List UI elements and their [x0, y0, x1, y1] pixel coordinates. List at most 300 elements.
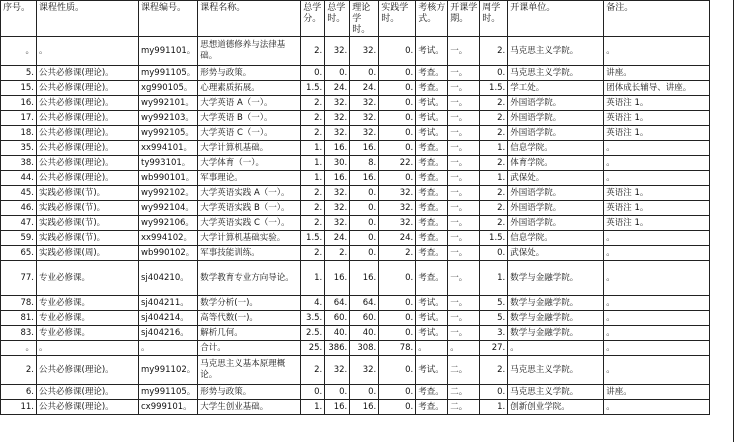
- cell-theory-hours: 32.: [350, 111, 379, 126]
- cell-practice-hours: 0.: [379, 141, 416, 156]
- cell-assessment: 考查。: [416, 171, 448, 186]
- cell-assessment: 考试。: [416, 111, 448, 126]
- header-total-credits: 总学分。: [301, 1, 325, 37]
- cell-remarks: 。: [604, 156, 710, 171]
- table-row: [1, 216, 710, 231]
- cell-course-name: 思想道德修养与法律基础。: [198, 37, 301, 66]
- cell-course-code: wy992106。: [139, 216, 198, 231]
- header-assessment: 考核方式。: [416, 1, 448, 37]
- cell-practice-hours: 22.: [379, 156, 416, 171]
- cell-remarks: 。: [604, 326, 710, 341]
- cell-remarks: 讲座。: [604, 66, 710, 81]
- cell-assessment: 考查。: [416, 201, 448, 216]
- cell-course-code: wb990102。: [139, 246, 198, 261]
- header-course-type: 课程性质。: [37, 1, 139, 37]
- cell-total-credits: 2.: [301, 96, 325, 111]
- cell-seq: 35.: [1, 141, 37, 156]
- cell-assessment: 考试。: [416, 326, 448, 341]
- cell-remarks: 英语注 1。: [604, 201, 710, 216]
- cell-remarks: 团体成长辅导、讲座。: [604, 81, 710, 96]
- header-practice-hours: 实践学时。: [379, 1, 416, 37]
- cell-total-hours: 24.: [325, 231, 350, 246]
- cell-practice-hours: 0.: [379, 261, 416, 296]
- cell-department: 。: [508, 341, 604, 356]
- cell-total-hours: 32.: [325, 356, 350, 385]
- cell-assessment: 考查。: [416, 231, 448, 246]
- cell-course-name: 大学英语实践 C（一）。: [198, 216, 301, 231]
- cell-seq: 38.: [1, 156, 37, 171]
- cell-course-code: 。: [139, 341, 198, 356]
- cell-course-name: 数学教育专业方向导论。: [198, 261, 301, 296]
- cell-total-hours: 2.: [325, 246, 350, 261]
- cell-semester: 一。: [448, 81, 480, 96]
- cell-weekly-hours: 2.: [480, 186, 508, 201]
- cell-weekly-hours: 1.: [480, 141, 508, 156]
- cell-semester: 一。: [448, 141, 480, 156]
- cell-total-hours: 16.: [325, 400, 350, 415]
- cell-semester: 一。: [448, 111, 480, 126]
- cell-total-credits: 0.: [301, 66, 325, 81]
- cell-course-code: sj404216。: [139, 326, 198, 341]
- cell-course-type: 专业必修课。: [37, 326, 139, 341]
- cell-course-type: 公共必修课(理论)。: [37, 96, 139, 111]
- cell-total-hours: 32.: [325, 201, 350, 216]
- cell-seq: 78.: [1, 296, 37, 311]
- cell-assessment: 考试。: [416, 296, 448, 311]
- cell-practice-hours: 0.: [379, 37, 416, 66]
- cell-weekly-hours: 2.: [480, 216, 508, 231]
- header-weekly-hours: 周学时。: [480, 1, 508, 37]
- cell-theory-hours: 0.: [350, 66, 379, 81]
- cell-total-hours: 16.: [325, 141, 350, 156]
- table-row: [1, 171, 710, 186]
- cell-remarks: 。: [604, 37, 710, 66]
- cell-seq: 15.: [1, 81, 37, 96]
- cell-course-code: wy992104。: [139, 201, 198, 216]
- cell-course-name: 军事理论。: [198, 171, 301, 186]
- cell-practice-hours: 32.: [379, 186, 416, 201]
- table-row: [1, 81, 710, 96]
- cell-total-hours: 0.: [325, 66, 350, 81]
- cell-total-credits: 2.: [301, 186, 325, 201]
- cell-total-credits: 25.: [301, 341, 325, 356]
- cell-semester: 一。: [448, 296, 480, 311]
- cell-course-name: 大学英语 A（一）。: [198, 96, 301, 111]
- cell-department: 数学与金融学院。: [508, 326, 604, 341]
- cell-assessment: 考试。: [416, 356, 448, 385]
- cell-course-name: 大学生创业基础。: [198, 400, 301, 415]
- cell-weekly-hours: 3.: [480, 326, 508, 341]
- cell-total-credits: 2.: [301, 126, 325, 141]
- cell-remarks: 。: [604, 246, 710, 261]
- cell-total-hours: 32.: [325, 96, 350, 111]
- cell-theory-hours: 16.: [350, 261, 379, 296]
- header-department: 开课单位。: [508, 1, 604, 37]
- cell-course-code: sj404211。: [139, 296, 198, 311]
- cell-theory-hours: 0.: [350, 246, 379, 261]
- cell-course-name: 大学英语实践 B（一）。: [198, 201, 301, 216]
- cell-course-type: 公共必修课(理论)。: [37, 141, 139, 156]
- cell-weekly-hours: 1.: [480, 400, 508, 415]
- cell-course-code: wy992105。: [139, 126, 198, 141]
- cell-total-hours: 60.: [325, 311, 350, 326]
- cell-course-type: 实践必修课(节)。: [37, 186, 139, 201]
- cell-total-hours: 386.: [325, 341, 350, 356]
- cell-remarks: 。: [604, 261, 710, 296]
- cell-semester: 一。: [448, 231, 480, 246]
- cell-remarks: 讲座。: [604, 385, 710, 400]
- table-row: [1, 385, 710, 400]
- cell-assessment: 考查。: [416, 216, 448, 231]
- cell-remarks: 。: [604, 231, 710, 246]
- cell-total-credits: 3.5.: [301, 311, 325, 326]
- cell-seq: 17.: [1, 111, 37, 126]
- cell-weekly-hours: 2.: [480, 201, 508, 216]
- table-row: [1, 231, 710, 246]
- cell-weekly-hours: 0.: [480, 385, 508, 400]
- cell-remarks: 英语注 1。: [604, 126, 710, 141]
- cell-remarks: 。: [604, 341, 710, 356]
- cell-semester: 一。: [448, 186, 480, 201]
- cell-course-name: 大学英语实践 A（一）。: [198, 186, 301, 201]
- cell-practice-hours: 78.: [379, 341, 416, 356]
- cell-course-name: 数学分析(一)。: [198, 296, 301, 311]
- table-row: [1, 156, 710, 171]
- cell-theory-hours: 0.: [350, 385, 379, 400]
- cell-weekly-hours: 1.5.: [480, 81, 508, 96]
- cell-remarks: 英语注 1。: [604, 96, 710, 111]
- cell-semester: 二。: [448, 356, 480, 385]
- cell-remarks: 英语注 1。: [604, 216, 710, 231]
- cell-assessment: 考查。: [416, 400, 448, 415]
- cell-course-type: 实践必修课(周)。: [37, 246, 139, 261]
- cell-total-credits: 2.: [301, 201, 325, 216]
- cell-assessment: 。: [416, 341, 448, 356]
- header-course-name: 课程名称。: [198, 1, 301, 37]
- cell-total-hours: 32.: [325, 186, 350, 201]
- header-seq: 序号。: [1, 1, 37, 37]
- table-row: [1, 341, 710, 356]
- cell-practice-hours: 0.: [379, 356, 416, 385]
- cell-department: 外国语学院。: [508, 126, 604, 141]
- cell-course-type: 公共必修课(理论)。: [37, 66, 139, 81]
- cell-course-type: 实践必修课(节)。: [37, 216, 139, 231]
- cell-theory-hours: 16.: [350, 400, 379, 415]
- cell-theory-hours: 16.: [350, 171, 379, 186]
- header-total-hours: 总学时。: [325, 1, 350, 37]
- cell-course-type: 公共必修课(理论)。: [37, 126, 139, 141]
- cell-remarks: 。: [604, 171, 710, 186]
- cell-department: 学工处。: [508, 81, 604, 96]
- cell-weekly-hours: 1.: [480, 261, 508, 296]
- cell-seq: 18.: [1, 126, 37, 141]
- cell-seq: 77.: [1, 261, 37, 296]
- cell-theory-hours: 0.: [350, 216, 379, 231]
- cell-department: 外国语学院。: [508, 96, 604, 111]
- cell-weekly-hours: 2.: [480, 37, 508, 66]
- cell-course-type: 公共必修课(理论)。: [37, 171, 139, 186]
- cell-semester: 一。: [448, 66, 480, 81]
- cell-course-name: 形势与政策。: [198, 385, 301, 400]
- cell-semester: 一。: [448, 201, 480, 216]
- cell-course-code: wy992102。: [139, 186, 198, 201]
- cell-semester: 一。: [448, 156, 480, 171]
- cell-assessment: 考查。: [416, 186, 448, 201]
- cell-department: 创新创业学院。: [508, 400, 604, 415]
- cell-assessment: 考查。: [416, 261, 448, 296]
- cell-theory-hours: 0.: [350, 186, 379, 201]
- cell-course-type: 公共必修课(理论)。: [37, 385, 139, 400]
- cell-total-hours: 0.: [325, 385, 350, 400]
- cell-course-name: 马克思主义基本原理概论。: [198, 356, 301, 385]
- cell-weekly-hours: 2.: [480, 96, 508, 111]
- table-row: [1, 37, 710, 66]
- table-row: [1, 66, 710, 81]
- cell-course-name: 大学计算机基础。: [198, 141, 301, 156]
- cell-theory-hours: 40.: [350, 326, 379, 341]
- cell-department: 数学与金融学院。: [508, 261, 604, 296]
- cell-theory-hours: 32.: [350, 96, 379, 111]
- cell-practice-hours: 0.: [379, 400, 416, 415]
- cell-semester: 一。: [448, 246, 480, 261]
- cell-total-credits: 1.: [301, 141, 325, 156]
- cell-semester: 一。: [448, 171, 480, 186]
- table-row: [1, 96, 710, 111]
- cell-seq: 6.: [1, 385, 37, 400]
- cell-total-credits: 2.: [301, 37, 325, 66]
- cell-department: 马克思主义学院。: [508, 385, 604, 400]
- cell-assessment: 考试。: [416, 311, 448, 326]
- cell-course-code: xx994101。: [139, 141, 198, 156]
- cell-remarks: 英语注 1。: [604, 111, 710, 126]
- header-row: [1, 1, 710, 37]
- table-row: [1, 296, 710, 311]
- cell-semester: 二。: [448, 400, 480, 415]
- cell-total-hours: 40.: [325, 326, 350, 341]
- cell-course-name: 合计。: [198, 341, 301, 356]
- cell-total-hours: 16.: [325, 171, 350, 186]
- cell-department: 外国语学院。: [508, 216, 604, 231]
- cell-department: 数学与金融学院。: [508, 311, 604, 326]
- cell-course-type: 实践必修课(节)。: [37, 201, 139, 216]
- table-row: [1, 111, 710, 126]
- cell-remarks: 。: [604, 311, 710, 326]
- cell-practice-hours: 0.: [379, 171, 416, 186]
- cell-semester: 一。: [448, 126, 480, 141]
- cell-theory-hours: 32.: [350, 356, 379, 385]
- cell-remarks: 英语注 1。: [604, 186, 710, 201]
- cell-course-type: 公共必修课(理论)。: [37, 81, 139, 96]
- cell-theory-hours: 64.: [350, 296, 379, 311]
- cell-course-code: my991102。: [139, 356, 198, 385]
- cell-course-name: 大学英语 B（一）。: [198, 111, 301, 126]
- cell-semester: 一。: [448, 37, 480, 66]
- cell-seq: 5.: [1, 66, 37, 81]
- cell-total-hours: 24.: [325, 81, 350, 96]
- cell-weekly-hours: 5.: [480, 296, 508, 311]
- cell-total-credits: 2.: [301, 111, 325, 126]
- cell-assessment: 考试。: [416, 37, 448, 66]
- cell-total-credits: 4.: [301, 296, 325, 311]
- table-row: [1, 186, 710, 201]
- cell-course-code: wy992101。: [139, 96, 198, 111]
- cell-course-type: 公共必修课(理论)。: [37, 156, 139, 171]
- cell-course-type: 专业必修课。: [37, 261, 139, 296]
- cell-total-hours: 16.: [325, 261, 350, 296]
- cell-practice-hours: 0.: [379, 81, 416, 96]
- table-row: [1, 261, 710, 296]
- cell-course-name: 大学计算机基础实验。: [198, 231, 301, 246]
- cell-course-name: 解析几何。: [198, 326, 301, 341]
- cell-seq: 83.: [1, 326, 37, 341]
- cell-department: 马克思主义学院。: [508, 356, 604, 385]
- cell-department: 外国语学院。: [508, 186, 604, 201]
- header-course-code: 课程编号。: [139, 1, 198, 37]
- cell-weekly-hours: 2.: [480, 111, 508, 126]
- table-row: [1, 326, 710, 341]
- cell-total-credits: 1.: [301, 156, 325, 171]
- cell-total-credits: 2.: [301, 246, 325, 261]
- cell-total-credits: 2.: [301, 356, 325, 385]
- sheet-right-edge: [733, 0, 734, 442]
- cell-department: 马克思主义学院。: [508, 66, 604, 81]
- cell-total-hours: 64.: [325, 296, 350, 311]
- cell-course-name: 军事技能训练。: [198, 246, 301, 261]
- cell-assessment: 考试。: [416, 96, 448, 111]
- cell-theory-hours: 308.: [350, 341, 379, 356]
- cell-practice-hours: 0.: [379, 296, 416, 311]
- cell-department: 信息学院。: [508, 141, 604, 156]
- cell-practice-hours: 0.: [379, 96, 416, 111]
- cell-practice-hours: 0.: [379, 126, 416, 141]
- cell-total-credits: 1.: [301, 400, 325, 415]
- cell-seq: 2.: [1, 356, 37, 385]
- cell-seq: 45.: [1, 186, 37, 201]
- cell-theory-hours: 16.: [350, 141, 379, 156]
- header-theory-hours: 理论学时。: [350, 1, 379, 37]
- cell-assessment: 考查。: [416, 156, 448, 171]
- cell-theory-hours: 8.: [350, 156, 379, 171]
- cell-course-name: 形势与政策。: [198, 66, 301, 81]
- cell-weekly-hours: 1.5.: [480, 231, 508, 246]
- cell-weekly-hours: 27.: [480, 341, 508, 356]
- cell-practice-hours: 0.: [379, 385, 416, 400]
- cell-theory-hours: 32.: [350, 37, 379, 66]
- cell-theory-hours: 0.: [350, 201, 379, 216]
- cell-practice-hours: 32.: [379, 201, 416, 216]
- cell-practice-hours: 0.: [379, 326, 416, 341]
- cell-course-type: 公共必修课(理论)。: [37, 400, 139, 415]
- cell-weekly-hours: 5.: [480, 311, 508, 326]
- cell-seq: 11.: [1, 400, 37, 415]
- cell-total-hours: 30.: [325, 156, 350, 171]
- cell-semester: 一。: [448, 216, 480, 231]
- cell-department: 武保处。: [508, 246, 604, 261]
- cell-assessment: 考查。: [416, 385, 448, 400]
- cell-seq: 。: [1, 341, 37, 356]
- cell-weekly-hours: 0.: [480, 66, 508, 81]
- table-row: [1, 246, 710, 261]
- cell-department: 外国语学院。: [508, 201, 604, 216]
- cell-course-code: my991101。: [139, 37, 198, 66]
- cell-theory-hours: 32.: [350, 126, 379, 141]
- cell-course-code: sj404210。: [139, 261, 198, 296]
- cell-seq: 81.: [1, 311, 37, 326]
- cell-course-type: 。: [37, 341, 139, 356]
- cell-course-code: cx999101。: [139, 400, 198, 415]
- cell-total-credits: 2.: [301, 216, 325, 231]
- cell-assessment: 考查。: [416, 246, 448, 261]
- cell-theory-hours: 0.: [350, 231, 379, 246]
- cell-theory-hours: 60.: [350, 311, 379, 326]
- cell-semester: 一。: [448, 311, 480, 326]
- cell-department: 武保处。: [508, 171, 604, 186]
- cell-practice-hours: 32.: [379, 216, 416, 231]
- cell-course-code: my991105。: [139, 66, 198, 81]
- cell-department: 数学与金融学院。: [508, 296, 604, 311]
- cell-weekly-hours: 2.: [480, 156, 508, 171]
- cell-theory-hours: 24.: [350, 81, 379, 96]
- cell-weekly-hours: 0.: [480, 246, 508, 261]
- cell-course-code: my991105。: [139, 385, 198, 400]
- cell-assessment: 考查。: [416, 81, 448, 96]
- cell-practice-hours: 0.: [379, 111, 416, 126]
- cell-seq: 65.: [1, 246, 37, 261]
- cell-total-credits: 2.5.: [301, 326, 325, 341]
- cell-assessment: 考查。: [416, 141, 448, 156]
- cell-total-credits: 1.5.: [301, 231, 325, 246]
- cell-weekly-hours: 1.: [480, 171, 508, 186]
- header-semester: 开课学期。: [448, 1, 480, 37]
- cell-course-code: wy992103。: [139, 111, 198, 126]
- cell-total-hours: 32.: [325, 111, 350, 126]
- cell-remarks: 。: [604, 356, 710, 385]
- table-row: [1, 201, 710, 216]
- cell-course-code: xg990105。: [139, 81, 198, 96]
- cell-course-type: 公共必修课(理论)。: [37, 356, 139, 385]
- cell-course-code: xx994102。: [139, 231, 198, 246]
- cell-course-type: 专业必修课。: [37, 311, 139, 326]
- cell-weekly-hours: 2.: [480, 126, 508, 141]
- cell-seq: 。: [1, 37, 37, 66]
- cell-seq: 44.: [1, 171, 37, 186]
- table-row: [1, 311, 710, 326]
- table-row: [1, 141, 710, 156]
- cell-course-name: 大学英语 C（一）。: [198, 126, 301, 141]
- cell-practice-hours: 24.: [379, 231, 416, 246]
- cell-total-credits: 1.: [301, 171, 325, 186]
- table-row: [1, 126, 710, 141]
- cell-course-code: sj404214。: [139, 311, 198, 326]
- cell-remarks: 。: [604, 400, 710, 415]
- cell-course-name: 心理素质拓展。: [198, 81, 301, 96]
- cell-course-type: 专业必修课。: [37, 296, 139, 311]
- cell-assessment: 考查。: [416, 66, 448, 81]
- cell-total-credits: 1.5.: [301, 81, 325, 96]
- cell-remarks: 。: [604, 296, 710, 311]
- cell-semester: 一。: [448, 96, 480, 111]
- cell-course-type: 公共必修课(理论)。: [37, 111, 139, 126]
- table-row: [1, 356, 710, 385]
- cell-assessment: 考试。: [416, 126, 448, 141]
- cell-course-type: 实践必修课(节)。: [37, 231, 139, 246]
- cell-total-credits: 1.: [301, 261, 325, 296]
- cell-total-hours: 32.: [325, 37, 350, 66]
- cell-practice-hours: 0.: [379, 66, 416, 81]
- cell-department: 马克思主义学院。: [508, 37, 604, 66]
- cell-total-hours: 32.: [325, 126, 350, 141]
- cell-semester: 二。: [448, 385, 480, 400]
